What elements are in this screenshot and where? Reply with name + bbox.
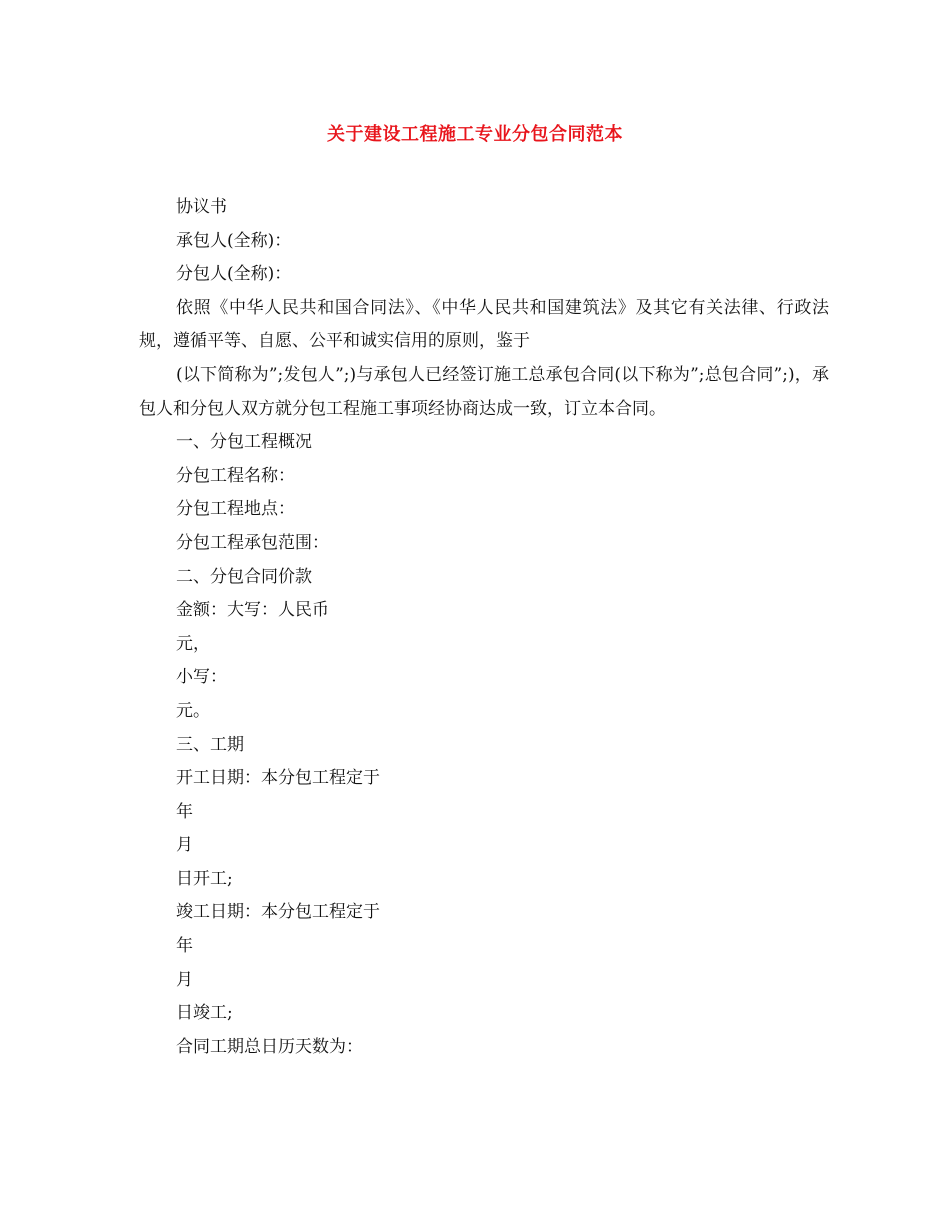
- paragraph-start-year: 年: [176, 801, 193, 822]
- paragraph-yuan-1: 元，: [176, 633, 210, 654]
- paragraph-subcontractor: 分包人(全称)：: [176, 264, 292, 285]
- paragraph-project-location: 分包工程地点：: [176, 499, 295, 520]
- paragraph-total-days: 合同工期总日历天数为：: [176, 1036, 363, 1057]
- paragraph-legal-basis: 依照《中华人民共和国合同法》、《中华人民共和国建筑法》及其它有关法律、行政法规，遵循平等、自愿、公平和诚实信用的原则，鉴于: [139, 297, 829, 352]
- document-title: 关于建设工程施工专业分包合同范本: [327, 124, 623, 145]
- paragraph-amount-words: 金额：大写：人民币: [176, 600, 329, 621]
- paragraph-start-day: 日开工;: [176, 868, 233, 889]
- paragraph-agreement-heading: 协议书: [176, 197, 227, 217]
- paragraph-completion-month: 月: [176, 969, 193, 990]
- paragraph-start-date: 开工日期：本分包工程定于: [176, 768, 380, 789]
- section-heading-price: 二、分包合同价款: [176, 566, 312, 587]
- paragraph-project-scope: 分包工程承包范围：: [176, 532, 329, 553]
- paragraph-project-name: 分包工程名称：: [176, 465, 295, 486]
- paragraph-recital: (以下简称为”;发包人”;)与承包人已经签订施工总承包合同(以下称为”;总包合同”;)，承包人和分包人双方就分包工程施工事项经协商达成一致，订立本合同。: [139, 364, 829, 419]
- paragraph-completion-year: 年: [176, 936, 193, 957]
- section-heading-overview: 一、分包工程概况: [176, 432, 312, 453]
- paragraph-completion-day: 日竣工;: [176, 1003, 233, 1024]
- paragraph-contractor: 承包人(全称)：: [176, 230, 292, 251]
- paragraph-amount-figures: 小写：: [176, 667, 227, 688]
- paragraph-completion-date: 竣工日期：本分包工程定于: [176, 902, 380, 923]
- section-heading-schedule: 三、工期: [176, 734, 244, 755]
- paragraph-yuan-2: 元。: [176, 700, 210, 721]
- document-body: [139, 191, 829, 1064]
- paragraph-start-month: 月: [176, 835, 193, 856]
